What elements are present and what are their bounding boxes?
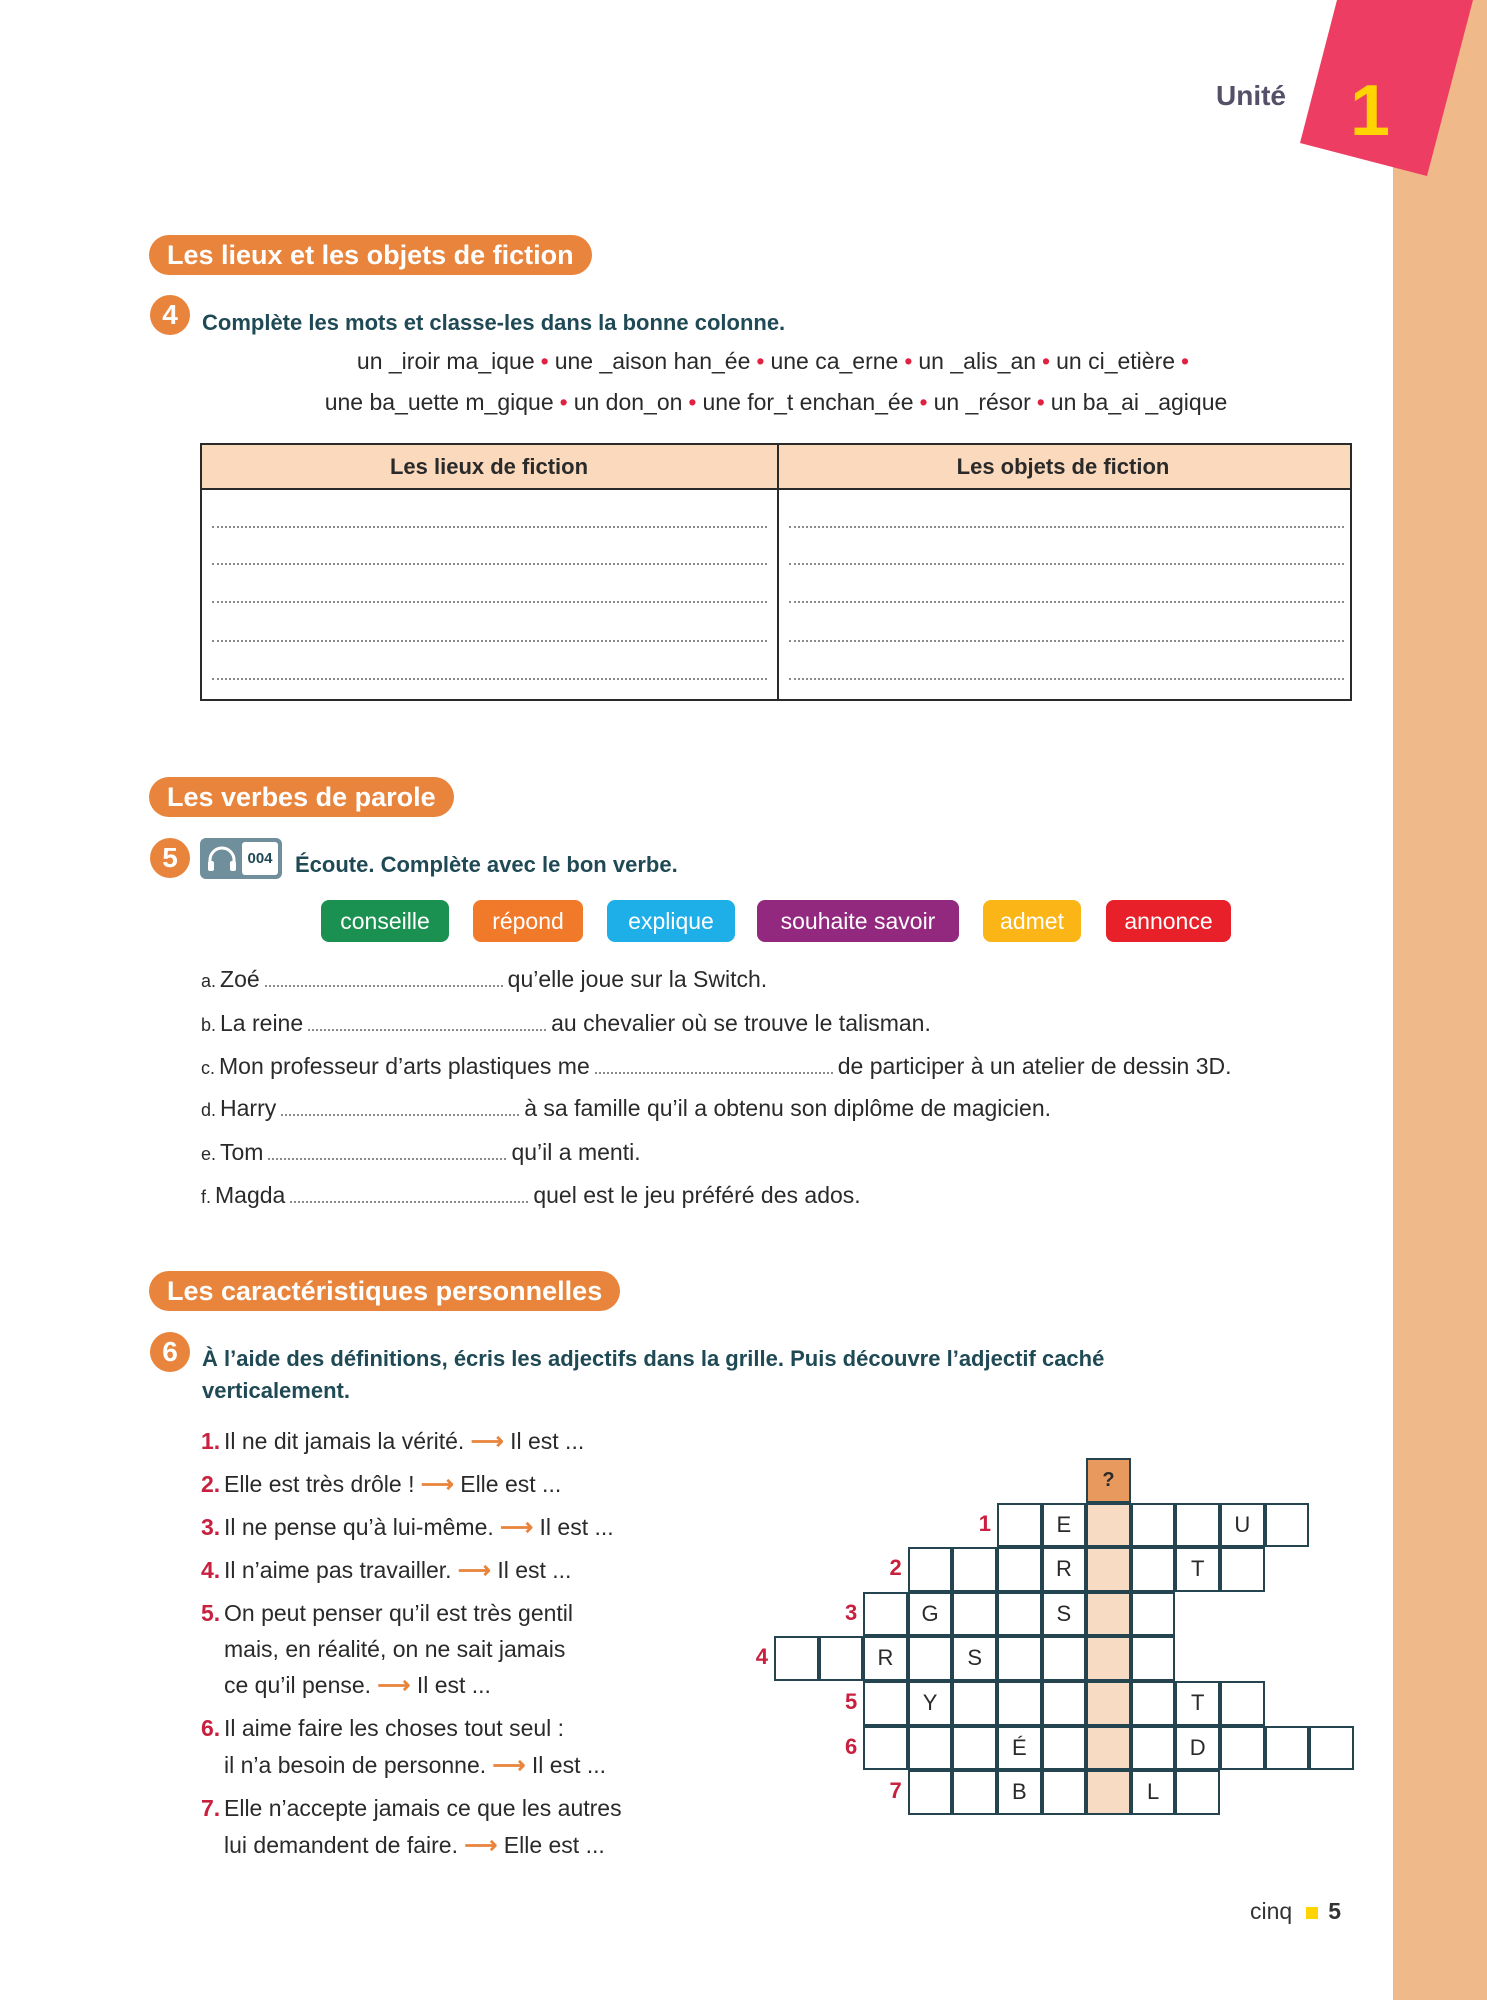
clue-number: 5. <box>201 1600 221 1626</box>
clue-number: 1. <box>201 1428 221 1454</box>
page-word: cinq <box>1250 1898 1293 1924</box>
clue-result: Il est ... <box>497 1557 572 1583</box>
sentence <box>201 1180 861 1212</box>
sentence-letter: e. <box>201 1144 217 1164</box>
answer-line-objects[interactable] <box>789 678 1344 680</box>
arrow-icon: ⟶ <box>486 1752 532 1778</box>
crossword-cell[interactable] <box>1265 1726 1310 1771</box>
audio-track-button[interactable] <box>200 838 282 879</box>
unit-label: Unité <box>1216 80 1286 111</box>
crossword-cell[interactable] <box>908 1726 953 1771</box>
sentence-end: qu’elle joue sur la Switch. <box>507 966 768 992</box>
crossword-cell[interactable]: G <box>908 1592 953 1637</box>
unit-number: 1 <box>1350 71 1391 151</box>
answer-line-objects[interactable] <box>789 601 1344 603</box>
clue-line <box>201 1667 491 1703</box>
crossword-cell[interactable] <box>1086 1681 1131 1726</box>
sentence <box>201 1093 1051 1125</box>
blank-field[interactable] <box>268 1140 506 1160</box>
section-title-verbs: Les verbes de parole <box>149 777 454 817</box>
answer-line-places[interactable] <box>212 563 767 565</box>
page-number: 5 <box>1328 1898 1341 1924</box>
sentence-end: de participer à un atelier de dessin 3D. <box>837 1053 1232 1079</box>
row-number: 7 <box>889 1778 902 1804</box>
crossword-cell[interactable] <box>774 1636 819 1681</box>
row-number: 2 <box>889 1555 902 1581</box>
sentence-start: Magda <box>215 1182 286 1208</box>
crossword-cell[interactable]: T <box>1175 1681 1220 1726</box>
clue-line <box>201 1595 573 1631</box>
crossword-cell[interactable] <box>952 1726 997 1771</box>
clue-line <box>201 1790 622 1826</box>
sentence-letter: d. <box>201 1100 217 1120</box>
crossword-cell[interactable] <box>1086 1636 1131 1681</box>
crossword-cell[interactable] <box>1131 1547 1176 1592</box>
exercise-badge-6: 6 <box>150 1332 190 1372</box>
exercise-badge-5: 5 <box>150 838 190 878</box>
row-number: 3 <box>844 1599 858 1625</box>
clue-text: Il ne dit jamais la vérité. <box>224 1428 465 1454</box>
sentence <box>201 964 767 996</box>
page-footer <box>1250 1898 1341 1925</box>
bullet-separator: • <box>688 389 697 415</box>
crossword-cell[interactable] <box>952 1770 997 1815</box>
crossword-cell[interactable] <box>1175 1770 1220 1815</box>
crossword-cell[interactable] <box>1220 1726 1265 1771</box>
word-line-1 <box>200 348 1352 375</box>
exercise-6-instruction-line-2: verticalement. <box>202 1378 350 1403</box>
crossword-cell[interactable]: Y <box>908 1681 953 1726</box>
column-divider <box>777 445 779 699</box>
crossword-cell[interactable] <box>863 1592 908 1637</box>
classification-table <box>200 443 1352 701</box>
sentence-letter: c. <box>201 1058 216 1078</box>
table-header <box>202 445 1350 490</box>
crossword-cell[interactable] <box>908 1770 953 1815</box>
column-header-objects: Les objets de fiction <box>956 454 1170 479</box>
blank-field[interactable] <box>595 1054 833 1074</box>
word-line-2 <box>200 389 1352 416</box>
word-item: une _aison han_ée <box>554 348 751 374</box>
clue-text: Elle n’accepte jamais ce que les autres <box>224 1795 622 1821</box>
crossword-cell[interactable] <box>997 1503 1042 1548</box>
crossword-cell[interactable] <box>1086 1770 1131 1815</box>
crossword-cell[interactable] <box>1042 1726 1087 1771</box>
sentence-start: Zoé <box>220 966 260 992</box>
crossword-cell[interactable]: S <box>1042 1592 1087 1637</box>
exercise-badge-4: 4 <box>150 295 190 335</box>
sentence <box>201 1008 931 1040</box>
row-number: 6 <box>844 1733 858 1759</box>
crossword-cell[interactable] <box>952 1681 997 1726</box>
section-title-fiction: Les lieux et les objets de fiction <box>149 235 592 275</box>
blank-field[interactable] <box>290 1183 528 1203</box>
word-item: une ca_erne <box>770 348 899 374</box>
answer-line-objects[interactable] <box>789 563 1344 565</box>
clue-number: 3. <box>201 1514 221 1540</box>
exercise-6-instruction-line-1: À l’aide des définitions, écris les adjectifs dans la grille. Puis découvre l’adjectif caché <box>202 1346 1105 1371</box>
clue-text: Il n’aime pas travailler. <box>224 1557 452 1583</box>
sentence-start: Harry <box>220 1095 277 1121</box>
arrow-icon: ⟶ <box>464 1428 511 1454</box>
crossword-cell[interactable] <box>952 1547 997 1592</box>
crossword-cell[interactable] <box>1086 1503 1131 1548</box>
answer-line-places[interactable] <box>212 678 767 680</box>
arrow-icon: ⟶ <box>371 1672 417 1698</box>
verb-chip: répond <box>473 900 583 942</box>
clue-result: Il est ... <box>531 1752 607 1778</box>
row-number: 5 <box>844 1689 858 1714</box>
crossword-cell[interactable]: S <box>952 1636 997 1681</box>
bullet-separator: • <box>540 348 549 374</box>
crossword-cell[interactable] <box>1131 1681 1176 1726</box>
clue-text: mais, en réalité, on ne sait jamais <box>224 1636 566 1662</box>
crossword-cell[interactable]: L <box>1131 1770 1176 1815</box>
answer-line-places[interactable] <box>212 640 767 642</box>
crossword-cell[interactable] <box>1086 1726 1131 1771</box>
exercise-5-instruction: Écoute. Complète avec le bon verbe. <box>295 852 678 877</box>
sentence-letter: f. <box>201 1187 212 1207</box>
word-item: un _alis_an <box>918 348 1037 374</box>
blank-field[interactable] <box>281 1096 519 1116</box>
clue-text: On peut penser qu’il est très gentil <box>224 1600 574 1626</box>
footer-square <box>1306 1907 1318 1919</box>
crossword-cell[interactable] <box>997 1636 1042 1681</box>
section-title-characteristics: Les caractéristiques personnelles <box>149 1271 620 1311</box>
clue-text: lui demandent de faire. <box>224 1832 458 1858</box>
word-item: une ba_uette m_gique <box>324 389 554 415</box>
sentence <box>201 1051 1232 1083</box>
clue-result: Il est ... <box>416 1672 491 1698</box>
clue-result: Il est ... <box>510 1428 585 1454</box>
crossword-cell[interactable] <box>908 1636 953 1681</box>
clue-line <box>201 1747 606 1783</box>
clue-result: Elle est ... <box>460 1471 562 1497</box>
sentence-end: quel est le jeu préféré des ados. <box>533 1182 861 1208</box>
sentence-end: au chevalier où se trouve le talisman. <box>551 1010 931 1036</box>
word-item: une for_t enchan_ée <box>702 389 914 415</box>
arrow-icon: ⟶ <box>451 1557 498 1583</box>
side-strip <box>1393 0 1487 2000</box>
word-item: un _résor <box>933 389 1031 415</box>
bullet-separator: • <box>904 348 913 374</box>
crossword-cell[interactable]: R <box>863 1636 908 1681</box>
crossword-cell[interactable] <box>1131 1636 1176 1681</box>
column-header-places: Les lieux de fiction <box>389 454 589 479</box>
crossword-cell[interactable] <box>1131 1592 1176 1637</box>
answer-line-objects[interactable] <box>789 526 1344 528</box>
arrow-icon: ⟶ <box>458 1832 504 1858</box>
bullet-separator: • <box>1042 348 1051 374</box>
blank-field[interactable] <box>265 967 503 987</box>
clue-line <box>201 1631 565 1667</box>
sentence-letter: b. <box>201 1015 217 1035</box>
sentence-end: à sa famille qu’il a obtenu son diplôme de magicien. <box>524 1095 1052 1121</box>
exercise-4-instruction: Complète les mots et classe-les dans la bonne colonne. <box>202 310 786 335</box>
crossword-cell[interactable] <box>1086 1547 1131 1592</box>
clue-text: Elle est très drôle ! <box>224 1471 415 1497</box>
clue-line <box>201 1827 605 1863</box>
answer-line-places[interactable] <box>212 601 767 603</box>
clue-number: 4. <box>201 1557 221 1583</box>
clue-number: 2. <box>201 1471 221 1497</box>
clue-line <box>201 1509 614 1545</box>
crossword-cell[interactable] <box>1309 1726 1354 1771</box>
word-item: un don_on <box>573 389 683 415</box>
bullet-separator: • <box>1036 389 1045 415</box>
word-item: un ci_etière <box>1056 348 1176 374</box>
word-item: un ba_ai _agique <box>1050 389 1228 415</box>
crossword-cell[interactable] <box>1042 1636 1087 1681</box>
crossword-cell[interactable] <box>997 1592 1042 1637</box>
row-number: 1 <box>978 1510 991 1536</box>
verb-chip: explique <box>607 900 735 942</box>
crossword-cell[interactable] <box>997 1681 1042 1726</box>
crossword-cell[interactable] <box>863 1726 908 1771</box>
answer-line-places[interactable] <box>212 526 767 528</box>
crossword-cell[interactable]: U <box>1220 1503 1265 1548</box>
clue-number: 7. <box>201 1795 221 1821</box>
clue-line <box>201 1552 571 1588</box>
word-item: un _iroir ma_ique <box>356 348 535 374</box>
crossword-cell[interactable] <box>1220 1681 1265 1726</box>
crossword-cell[interactable]: E <box>1042 1503 1087 1548</box>
sentence-end: qu’il a menti. <box>511 1139 641 1165</box>
crossword-cell[interactable] <box>863 1681 908 1726</box>
crossword-cell[interactable] <box>1220 1547 1265 1592</box>
clue-number: 6. <box>201 1715 221 1741</box>
audio-track-number: 004 <box>242 842 278 875</box>
crossword-cell[interactable] <box>908 1547 953 1592</box>
crossword-cell[interactable] <box>952 1592 997 1637</box>
clue-text: il n’a besoin de personne. <box>224 1752 487 1778</box>
sentence-start: Tom <box>220 1139 264 1165</box>
sentence-letter: a. <box>201 971 217 991</box>
verb-chip: souhaite savoir <box>757 900 959 942</box>
clue-text: Il aime faire les choses tout seul : <box>224 1715 565 1741</box>
verb-chip: admet <box>983 900 1081 942</box>
bullet-separator: • <box>1181 348 1190 374</box>
headphones-icon <box>206 846 238 872</box>
clue-line <box>201 1466 561 1502</box>
crossword-cell[interactable]: B <box>997 1770 1042 1815</box>
crossword-cell[interactable] <box>1131 1726 1176 1771</box>
crossword-cell[interactable]: R <box>1042 1547 1087 1592</box>
crossword-cell[interactable] <box>997 1547 1042 1592</box>
bullet-separator: • <box>919 389 928 415</box>
crossword-cell[interactable] <box>1175 1503 1220 1548</box>
row-number: 4 <box>755 1644 768 1670</box>
arrow-icon: ⟶ <box>414 1471 461 1497</box>
bullet-separator: • <box>559 389 568 415</box>
verb-chip: annonce <box>1106 900 1231 942</box>
arrow-icon: ⟶ <box>493 1514 540 1540</box>
clue-text: ce qu’il pense. <box>224 1672 372 1698</box>
clue-line <box>201 1423 584 1459</box>
clue-result: Il est ... <box>539 1514 614 1540</box>
hidden-word-header: ? <box>1086 1458 1131 1503</box>
bullet-separator: • <box>756 348 765 374</box>
crossword-cell[interactable]: T <box>1175 1547 1220 1592</box>
crossword-cell[interactable] <box>1131 1503 1176 1548</box>
clue-result: Elle est ... <box>503 1832 605 1858</box>
sentence-start: La reine <box>220 1010 304 1036</box>
sentence <box>201 1137 641 1169</box>
crossword-cell[interactable] <box>1042 1681 1087 1726</box>
crossword-cell[interactable]: D <box>1175 1726 1220 1771</box>
crossword-cell[interactable] <box>1086 1592 1131 1637</box>
sentence-start: Mon professeur d’arts plastiques me <box>219 1053 590 1079</box>
crossword-cell[interactable] <box>1265 1503 1310 1548</box>
crossword-cell[interactable]: É <box>997 1726 1042 1771</box>
crossword-cell[interactable] <box>819 1636 864 1681</box>
clue-text: Il ne pense qu’à lui-même. <box>224 1514 494 1540</box>
clue-line <box>201 1710 564 1746</box>
answer-line-objects[interactable] <box>789 640 1344 642</box>
verb-chip: conseille <box>321 900 449 942</box>
crossword-cell[interactable] <box>1042 1770 1087 1815</box>
blank-field[interactable] <box>308 1011 546 1031</box>
